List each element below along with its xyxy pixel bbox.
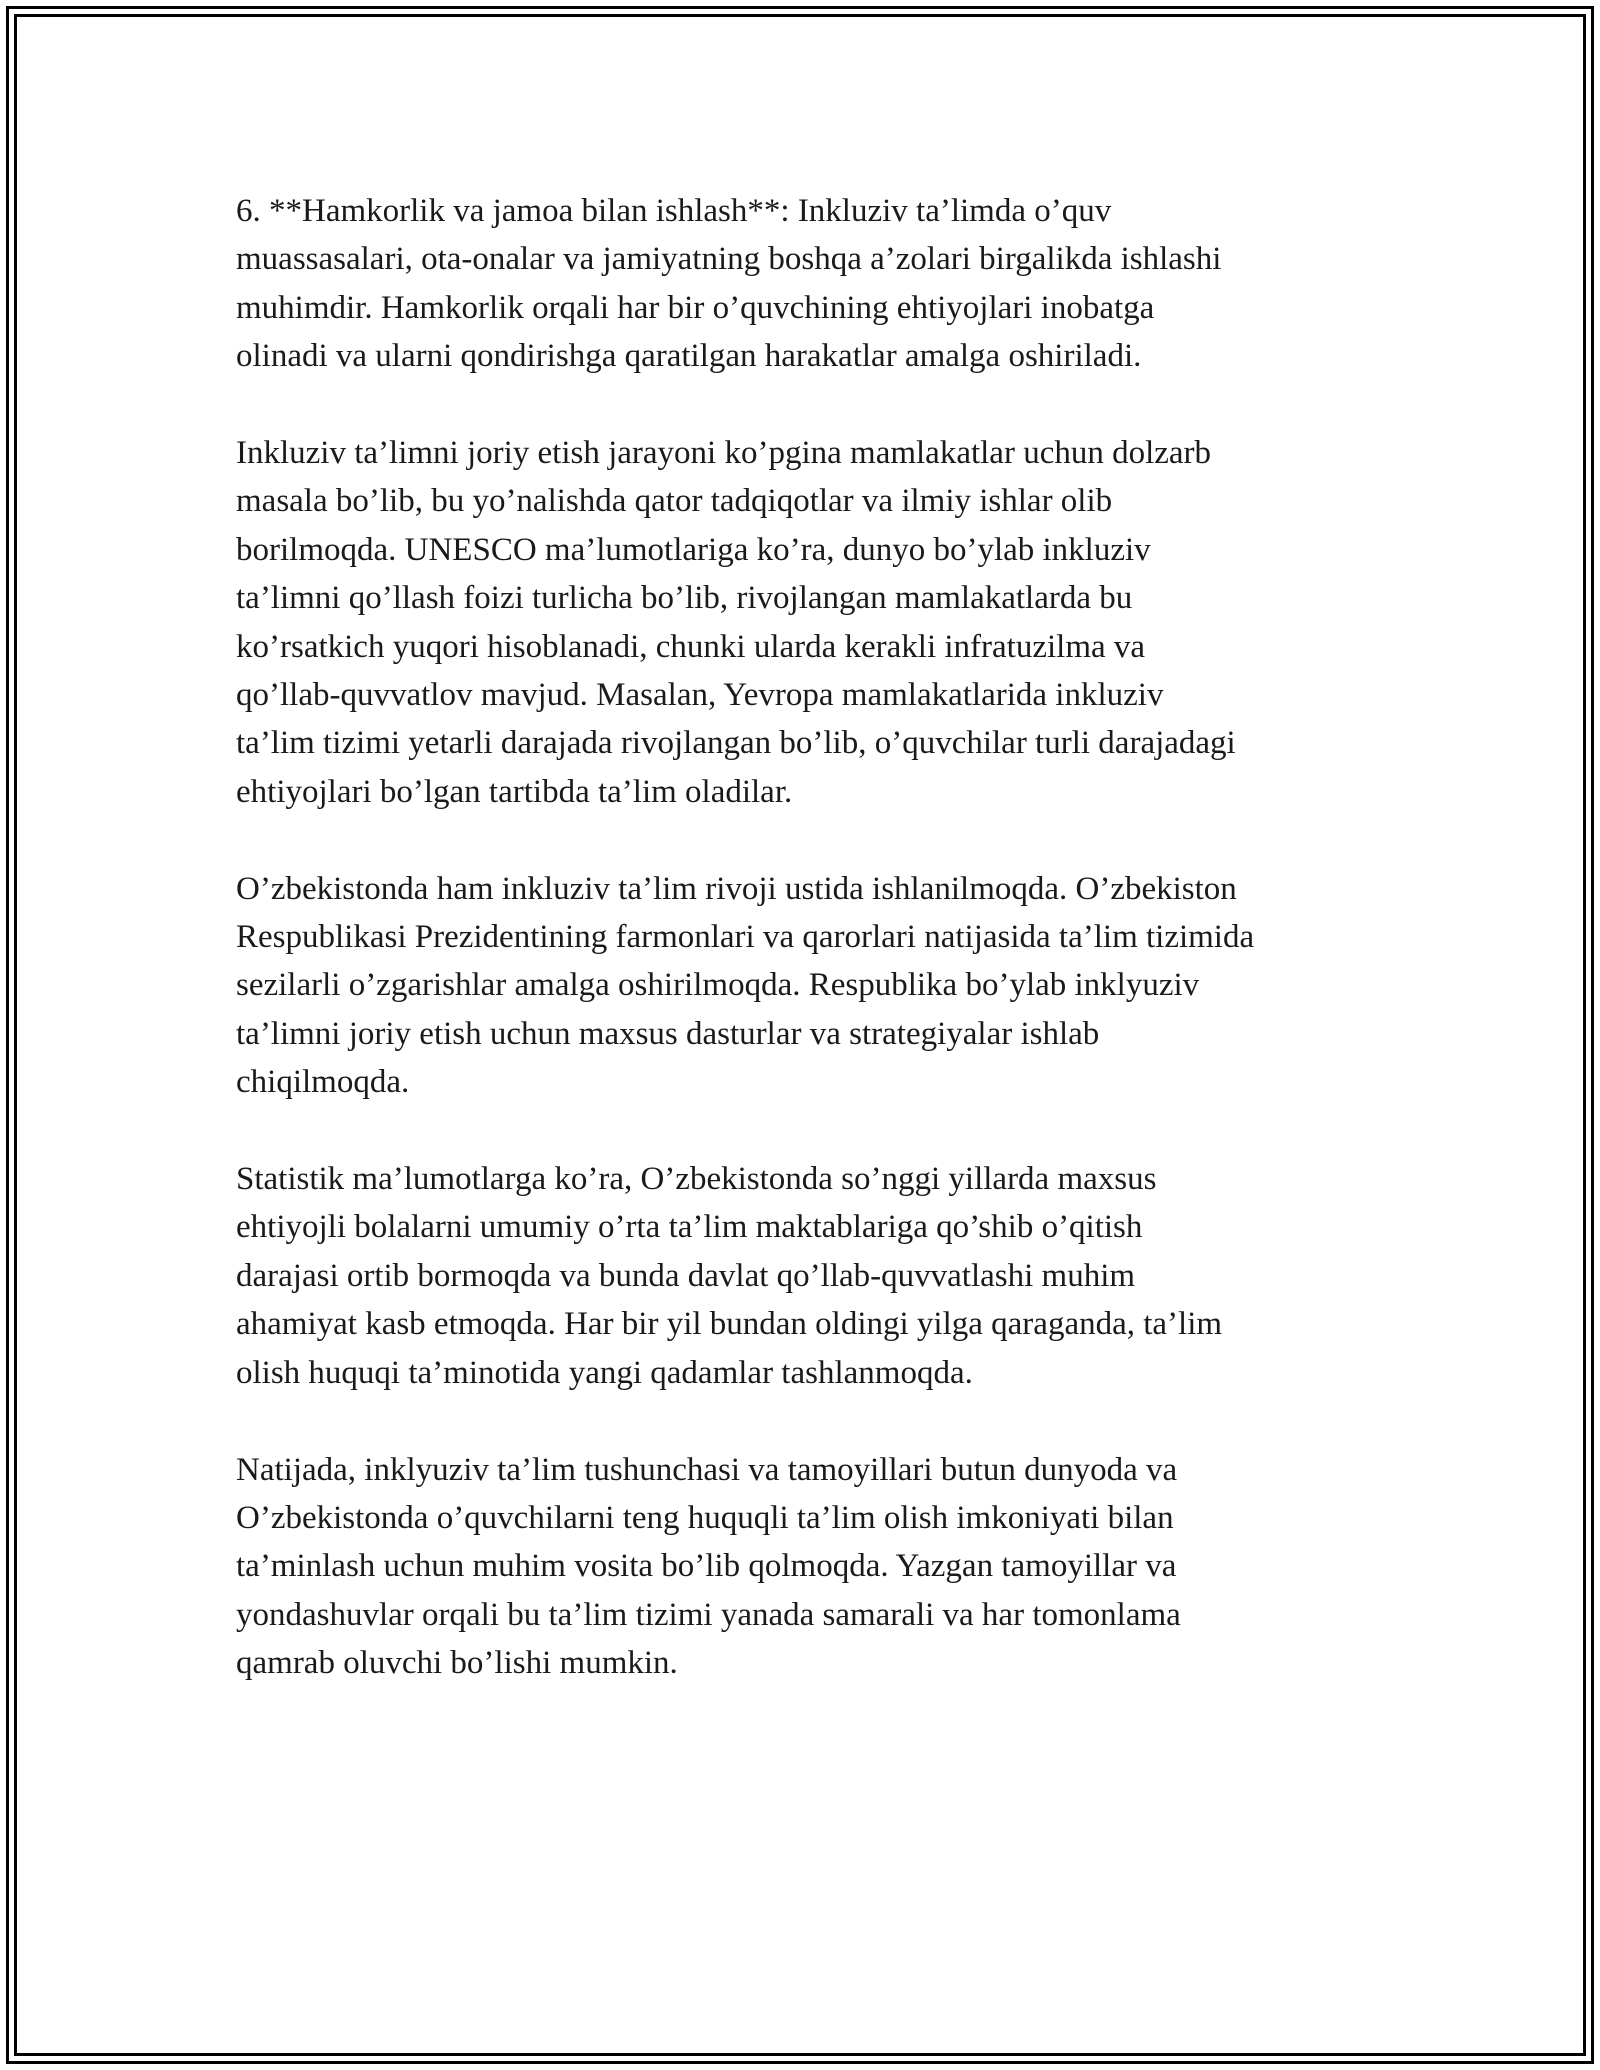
paragraph-statistics: Statistik ma’lumotlarga ko’ra, O’zbekistonda so’nggi yillarda maxsus ehtiyojli bolalarni umumiy o’rta ta’lim maktablariga qo’shib o’qitish darajasi ortib bormoqda va bunda davlat qo’llab-quvvatlashi muhim ahamiyat kasb etmoqda. Har bir yil bundan oldingi yilga qaraganda, ta’lim olish huquqi ta’minotida yangi qadamlar tashlanmoqda. (236, 1161, 1223, 1391)
document-body (236, 187, 1396, 1736)
paragraph-collaboration: 6. **Hamkorlik va jamoa bilan ishlash**: Inkluziv ta’limda o’quv muassasalari, ota-onalar va jamiyatning boshqa a’zolari birgalikda ishlashi muhimdir. Hamkorlik orqali har bir o’quvchining ehtiyojlari inobatga olinadi va ularni qondirishga qaratilgan harakatlar amalga oshiriladi. (236, 193, 1222, 375)
paragraph-conclusion: Natijada, inklyuziv ta’lim tushunchasi va tamoyillari butun dunyoda va O’zbekistonda o’quvchilarni teng huquqli ta’lim olish imkoniyati bilan ta’minlash uchun muhim vosita bo’lib qolmoqda. Yazgan tamoyillar va yondashuvlar orqali bu ta’lim tizimi yanada samarali va har tomonlama qamrab oluvchi bo’lishi mumkin. (236, 1451, 1181, 1682)
paragraph-global-inclusion: Inkluziv ta’limni joriy etish jarayoni ko’pgina mamlakatlar uchun dolzarb masala bo’lib, bu yo’nalishda qator tadqiqotlar va ilmiy ishlar olib borilmoqda. UNESCO ma’lumotlariga ko’ra, dunyo bo’ylab inkluziv ta’limni qo’llash foizi turlicha bo’lib, rivojlangan mamlakatlarda bu ko’rsatkich yuqori hisoblanadi, chunki ularda kerakli infratuzilma va qo’llab-quvvatlov mavjud. Masalan, Yevropa mamlakatlarida inkluziv ta’lim tizimi yetarli darajada rivojlangan bo’lib, o’quvchilar turli darajadagi ehtiyojlari bo’lgan tartibda ta’lim oladilar. (236, 435, 1236, 810)
paragraph-uzbekistan-reforms: O’zbekistonda ham inkluziv ta’lim rivoji ustida ishlanilmoqda. O’zbekiston Respublikasi Prezidentining farmonlari va qarorlari natijasida ta’lim tizimida sezilarli o’zgarishlar amalga oshirilmoqda. Respublika bo’ylab inklyuziv ta’limni joriy etish uchun maxsus dasturlar va strategiyalar ishlab chiqilmoqda. (236, 870, 1255, 1101)
